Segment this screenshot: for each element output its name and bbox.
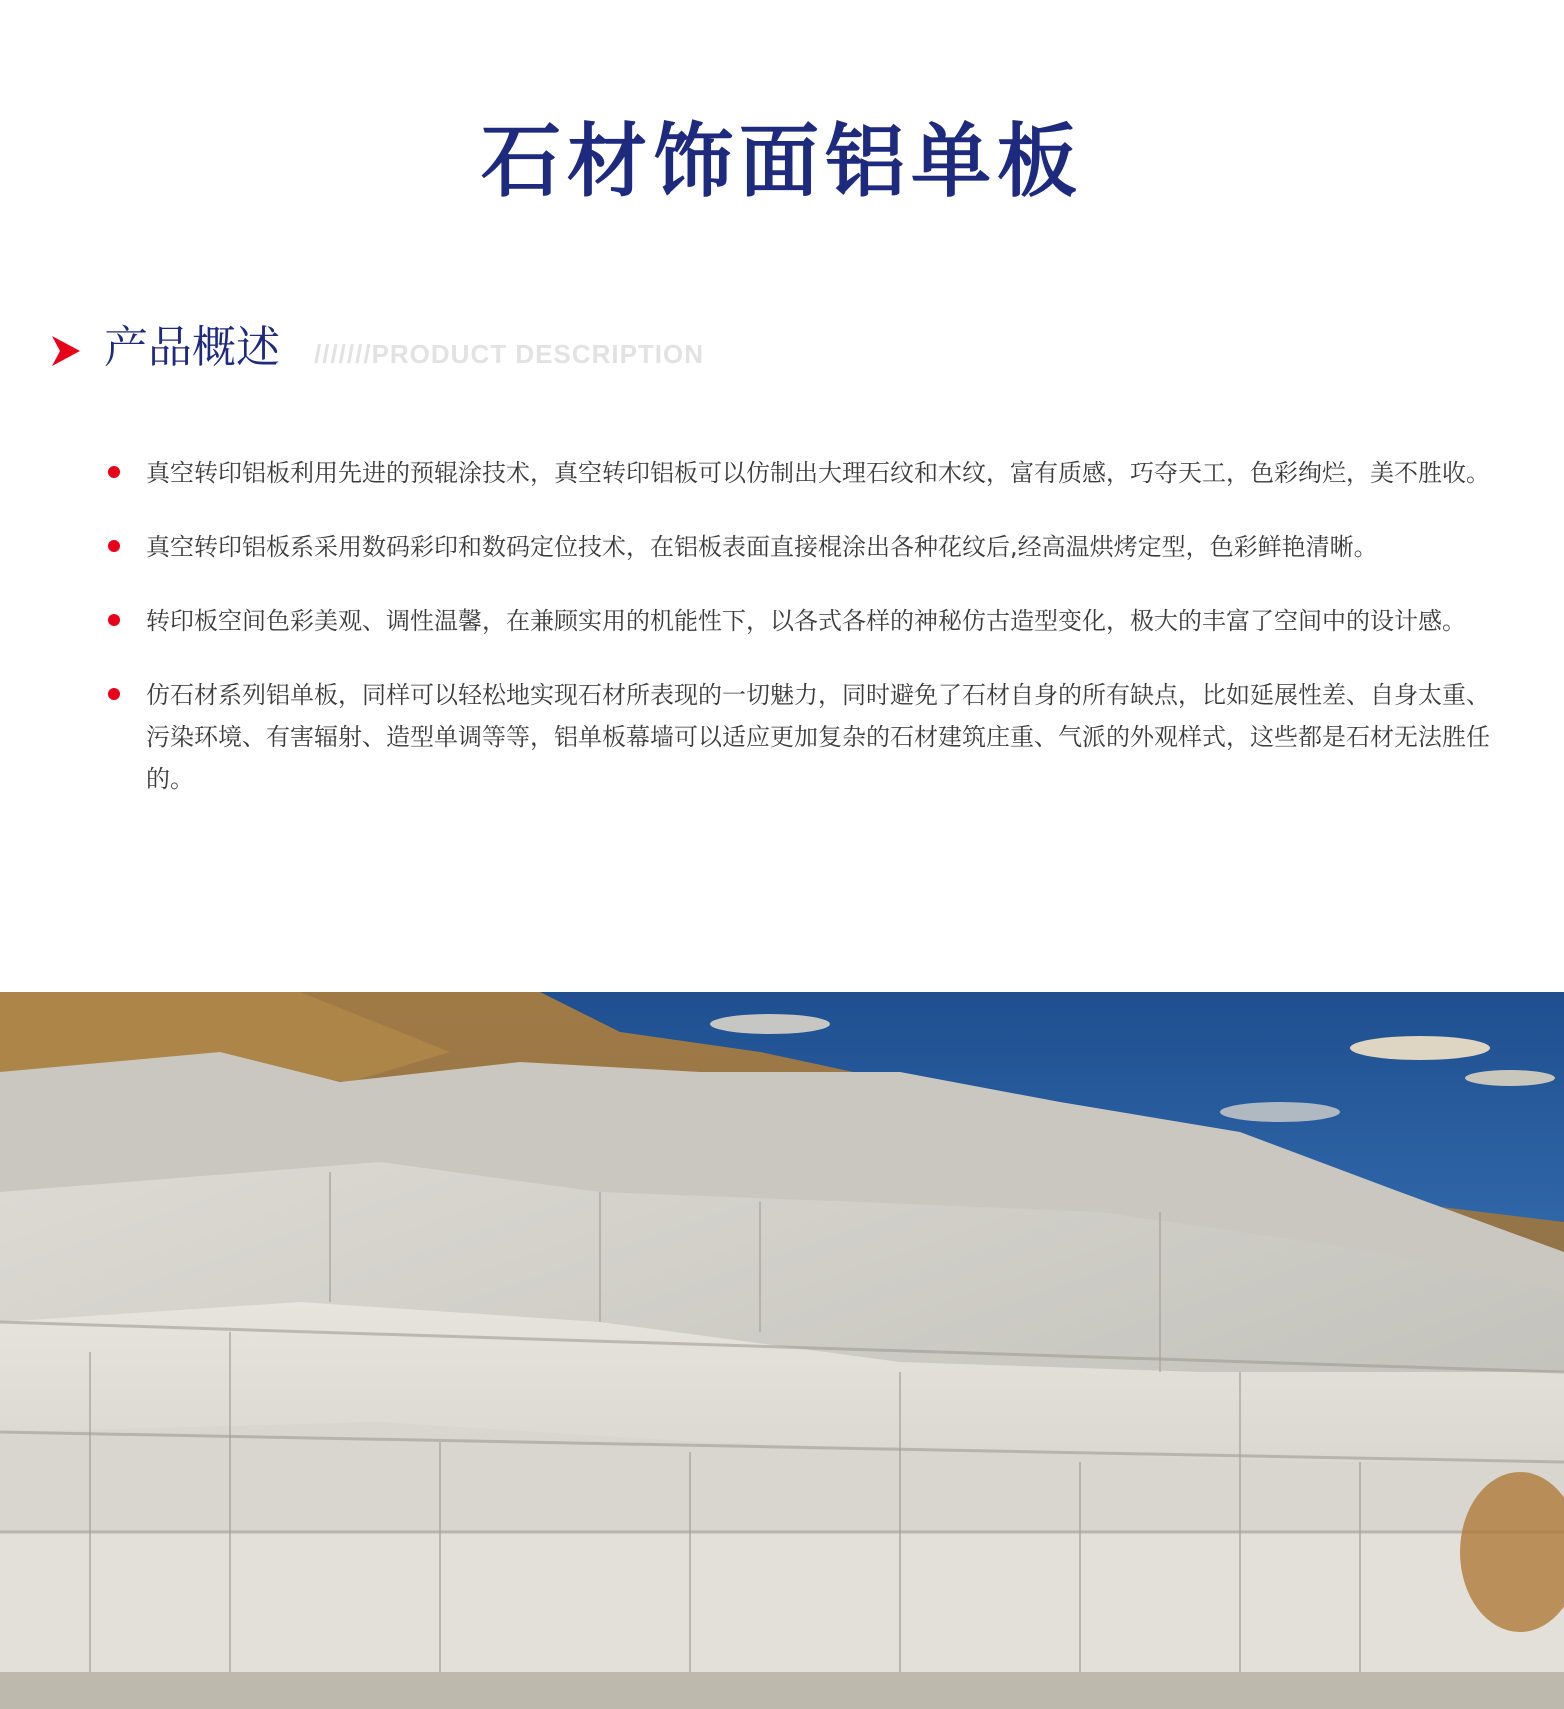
bullet-dot-icon: [108, 688, 120, 700]
list-item-text: 真空转印铝板利用先进的预辊涂技术，真空转印铝板可以仿制出大理石纹和木纹，富有质感，巧夺天工，色彩绚烂，美不胜收。: [146, 459, 1490, 487]
bullet-dot-icon: [108, 540, 120, 552]
list-item: [104, 452, 1504, 494]
bullet-dot-icon: [108, 466, 120, 478]
list-item: [104, 526, 1504, 568]
bullet-dot-icon: [108, 614, 120, 626]
section-title: 产品概述: [104, 322, 280, 373]
list-item-text: 转印板空间色彩美观、调性温馨，在兼顾实用的机能性下，以各式各样的神秘仿古造型变化，极大的丰富了空间中的设计感。: [146, 607, 1466, 635]
list-item-text: 仿石材系列铝单板，同样可以轻松地实现石材所表现的一切魅力，同时避免了石材自身的所有缺点，比如延展性差、自身太重、污染环境、有害辐射、造型单调等等，铝单板幕墙可以适应更加复杂的石材建筑庄重、气派的外观样式，这些都是石材无法胜任的。: [146, 681, 1490, 793]
section-subtitle: ///////PRODUCT DESCRIPTION: [314, 339, 705, 369]
list-item: [104, 600, 1504, 642]
page-title: 石材饰面铝单板: [481, 115, 1083, 208]
list-item-text: 真空转印铝板系采用数码彩印和数码定位技术，在铝板表面直接棍涂出各种花纹后,经高温烘烤定型，色彩鲜艳清晰。: [146, 533, 1378, 561]
marble-quarry-image: [0, 992, 1564, 1709]
list-item: [104, 674, 1504, 800]
quarry-photo: [0, 992, 1564, 1709]
description-list: [104, 452, 1504, 832]
section-header: [52, 318, 812, 378]
chevron-right-icon: [52, 336, 80, 366]
